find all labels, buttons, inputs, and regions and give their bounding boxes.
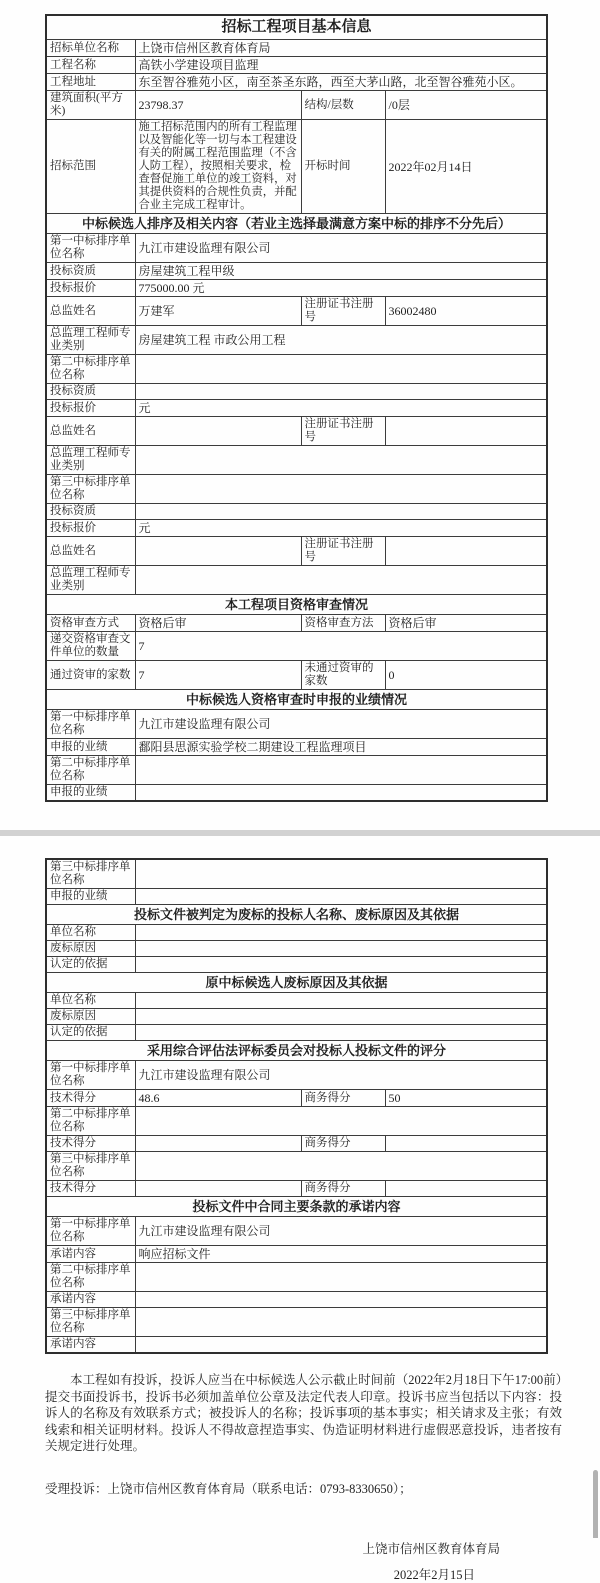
table-row (46, 889, 547, 905)
cell-label: 投标资质 (46, 263, 135, 280)
table-row (46, 615, 547, 632)
cell-label: 商务得分 (301, 1136, 385, 1152)
issue-date: 2022年2月15日 (393, 1567, 475, 1582)
cell-label: 结构/层数 (301, 91, 385, 120)
cell-label: 总监姓名 (46, 297, 135, 326)
table-row (46, 57, 547, 74)
cell-label: 认定的依据 (46, 1025, 135, 1041)
cell-label: 注册证书注册号 (301, 297, 385, 326)
cell-value: 九江市建设监理有限公司 (135, 1217, 547, 1246)
table-row (46, 400, 547, 417)
table-title: 招标工程项目基本信息 (46, 15, 547, 40)
cell-label: 第一中标排序单位名称 (46, 234, 135, 263)
cell-label: 总监理工程师专业类别 (46, 566, 135, 595)
cell-value (385, 417, 547, 446)
cell-value: 23798.37 (135, 91, 301, 120)
table-row (46, 1009, 547, 1025)
cell-value: 资格后审 (135, 615, 301, 632)
table-row (46, 120, 547, 214)
table-row (46, 40, 547, 57)
table-row (46, 74, 547, 91)
table-row (46, 710, 547, 739)
table-row (46, 214, 547, 234)
cell-label: 投标报价 (46, 520, 135, 537)
cell-value (135, 1107, 547, 1136)
table-row (46, 1337, 547, 1354)
cell-value (135, 475, 547, 504)
cell-label: 总监理工程师专业类别 (46, 326, 135, 355)
table-row (46, 1025, 547, 1041)
cell-value (135, 1009, 547, 1025)
cell-value (135, 859, 547, 889)
cell-label: 第三中标排序单位名称 (46, 475, 135, 504)
section-header: 采用综合评估法评标委员会对投标人投标文件的评分 (46, 1041, 547, 1061)
cell-label: 第一中标排序单位名称 (46, 1217, 135, 1246)
cell-value (135, 1292, 547, 1308)
section-header: 中标候选人资格审查时申报的业绩情况 (46, 690, 547, 710)
cell-value: 九江市建设监理有限公司 (135, 234, 547, 263)
cell-value (135, 1308, 547, 1337)
cell-label: 单位名称 (46, 925, 135, 941)
cell-label: 招标范围 (46, 120, 135, 214)
cell-label: 单位名称 (46, 993, 135, 1009)
cell-label: 递交资格审查文件单位的数量 (46, 632, 135, 661)
cell-label: 未通过资审的家数 (301, 661, 385, 690)
cell-value: 东至智谷雅苑小区，南至茶圣东路，西至大茅山路，北至智谷雅苑小区。 (135, 74, 547, 91)
table-row (46, 1107, 547, 1136)
table-row (46, 446, 547, 475)
cell-value (135, 1337, 547, 1354)
cell-value: /0层 (385, 91, 547, 120)
section-header: 原中标候选人废标原因及其依据 (46, 973, 547, 993)
table-row (46, 504, 547, 520)
signature-block (0, 1541, 600, 1583)
table-row (46, 1308, 547, 1337)
cell-label: 第二中标排序单位名称 (46, 756, 135, 785)
cell-label: 第三中标排序单位名称 (46, 859, 135, 889)
section-header: 中标候选人排序及相关内容（若业主选择最满意方案中标的排序不分先后） (46, 214, 547, 234)
cell-value (135, 889, 547, 905)
table-row (46, 661, 547, 690)
cell-value: 九江市建设监理有限公司 (135, 1061, 547, 1090)
table-row (46, 690, 547, 710)
cell-label: 投标报价 (46, 400, 135, 417)
cell-value (135, 537, 301, 566)
cell-value (135, 566, 547, 595)
cell-value (135, 504, 547, 520)
table-row (46, 925, 547, 941)
cell-label: 承诺内容 (46, 1337, 135, 1354)
cell-label: 技术得分 (46, 1090, 135, 1107)
cell-label: 资格审查方式 (46, 615, 135, 632)
table-row (46, 595, 547, 615)
cell-value: 7 (135, 661, 301, 690)
table-row (46, 739, 547, 756)
cell-value (135, 1136, 301, 1152)
cell-label: 商务得分 (301, 1181, 385, 1197)
table-row (46, 384, 547, 400)
cell-value: 48.6 (135, 1090, 301, 1107)
cell-label: 第二中标排序单位名称 (46, 1263, 135, 1292)
complaint-notice: 本工程如有投诉，投诉人应当在中标候选人公示截止时间前（2022年2月18日下午17:00前）提交书面投诉书，投诉书必须加盖单位公章及法定代表人印章。投诉书应当包括以下内容：投诉人的名称及有效联系方式；被投诉人的名称；投诉事项的基本事实；相关请求及主张；有效线索和相关证明材料。投诉人不得故意捏造事实、伪造证明材料进行虚假恶意投诉，违者按有关规定进行处理。 (45, 1373, 562, 1453)
table-row (46, 632, 547, 661)
cell-value: 775000.00 元 (135, 280, 547, 297)
cell-value: 元 (135, 400, 547, 417)
table-row (46, 234, 547, 263)
table-row (46, 973, 547, 993)
cell-label: 第二中标排序单位名称 (46, 355, 135, 384)
cell-value (385, 1136, 547, 1152)
cell-value (135, 756, 547, 785)
table-row (46, 1152, 547, 1181)
cell-label: 废标原因 (46, 1009, 135, 1025)
cell-value (135, 355, 547, 384)
section-header: 本工程项目资格审查情况 (46, 595, 547, 615)
cell-label: 总监姓名 (46, 417, 135, 446)
table-row (46, 1041, 547, 1061)
table-row (46, 1090, 547, 1107)
cell-value (135, 1181, 301, 1197)
table-row (46, 1181, 547, 1197)
table-row (46, 417, 547, 446)
cell-value (135, 1025, 547, 1041)
cell-label: 开标时间 (301, 120, 385, 214)
cell-value (135, 993, 547, 1009)
table-row (46, 957, 547, 973)
cell-value: 资格后审 (385, 615, 547, 632)
cell-value (385, 537, 547, 566)
cell-label: 总监姓名 (46, 537, 135, 566)
cell-label: 投标资质 (46, 384, 135, 400)
cell-label: 第三中标排序单位名称 (46, 1152, 135, 1181)
cell-label: 废标原因 (46, 941, 135, 957)
cell-value: 上饶市信州区教育体育局 (135, 40, 547, 57)
cell-label: 通过资审的家数 (46, 661, 135, 690)
table-row (46, 1197, 547, 1217)
table-row (46, 91, 547, 120)
table-row (46, 280, 547, 297)
cell-value (135, 446, 547, 475)
cell-label: 第二中标排序单位名称 (46, 1107, 135, 1136)
cell-label: 认定的依据 (46, 957, 135, 973)
cell-value (135, 957, 547, 973)
cell-label: 总监理工程师专业类别 (46, 446, 135, 475)
cell-value (135, 1152, 547, 1181)
table-row (46, 15, 547, 40)
table-row (46, 566, 547, 595)
table-row (46, 905, 547, 925)
table-row (46, 475, 547, 504)
cell-value: 0 (385, 661, 547, 690)
table-row (46, 1136, 547, 1152)
cell-value (135, 925, 547, 941)
cell-label: 注册证书注册号 (301, 417, 385, 446)
cell-label: 投标报价 (46, 280, 135, 297)
cell-value (135, 1263, 547, 1292)
cell-label: 注册证书注册号 (301, 537, 385, 566)
cell-value: 房屋建筑工程甲级 (135, 263, 547, 280)
scrollbar-thumb[interactable] (593, 1470, 598, 1538)
cell-label: 工程地址 (46, 74, 135, 91)
cell-label: 技术得分 (46, 1136, 135, 1152)
cell-value: 元 (135, 520, 547, 537)
table-row (46, 326, 547, 355)
cell-label: 申报的业绩 (46, 889, 135, 905)
cell-label: 承诺内容 (46, 1292, 135, 1308)
table-row (46, 859, 547, 889)
cell-label: 第一中标排序单位名称 (46, 710, 135, 739)
cell-label: 第一中标排序单位名称 (46, 1061, 135, 1090)
table-row (46, 1246, 547, 1263)
table-row (46, 941, 547, 957)
cell-label: 申报的业绩 (46, 785, 135, 802)
complaint-contact: 受理投诉：上饶市信州区教育体育局（联系电话：0793-8330650）； (45, 1481, 412, 1496)
table-row (46, 785, 547, 802)
evaluation-table (45, 858, 548, 1354)
cell-value (385, 1181, 547, 1197)
cell-label: 投标资质 (46, 504, 135, 520)
section-header: 投标文件被判定为废标的投标人名称、废标原因及其依据 (46, 905, 547, 925)
table-row (46, 756, 547, 785)
cell-label: 建筑面积(平方米) (46, 91, 135, 120)
cell-value: 施工招标范围内的所有工程监理以及智能化等一切与本工程建设有关的附属工程范围监理（不含人防工程），按照相关要求，检查督促施工单位的竣工资料，对其提供资料的合规性负责，并配合业主完成工程审计。 (135, 120, 301, 214)
issuer-name: 上饶市信州区教育体育局 (362, 1541, 500, 1556)
table-row (46, 993, 547, 1009)
table-row (46, 1217, 547, 1246)
cell-value (135, 384, 547, 400)
cell-value (135, 417, 301, 446)
cell-label: 商务得分 (301, 1090, 385, 1107)
cell-value: 响应招标文件 (135, 1246, 547, 1263)
cell-value: 2022年02月14日 (385, 120, 547, 214)
cell-value: 7 (135, 632, 547, 661)
cell-value: 万建军 (135, 297, 301, 326)
cell-value: 房屋建筑工程 市政公用工程 (135, 326, 547, 355)
cell-label: 技术得分 (46, 1181, 135, 1197)
table-row (46, 537, 547, 566)
cell-label: 工程名称 (46, 57, 135, 74)
table-row (46, 297, 547, 326)
table-row (46, 1263, 547, 1292)
cell-label: 招标单位名称 (46, 40, 135, 57)
cell-value: 鄱阳县思源实验学校二期建设工程监理项目 (135, 739, 547, 756)
cell-value (135, 941, 547, 957)
basic-info-table (45, 14, 548, 802)
cell-value: 50 (385, 1090, 547, 1107)
cell-value: 九江市建设监理有限公司 (135, 710, 547, 739)
table-row (46, 263, 547, 280)
cell-value: 高铁小学建设项目监理 (135, 57, 547, 74)
table-row (46, 1292, 547, 1308)
table-row (46, 520, 547, 537)
page-separator (0, 830, 600, 836)
cell-value: 36002480 (385, 297, 547, 326)
cell-value (135, 785, 547, 802)
table-row (46, 1061, 547, 1090)
table-row (46, 355, 547, 384)
cell-label: 资格审查方法 (301, 615, 385, 632)
cell-label: 申报的业绩 (46, 739, 135, 756)
cell-label: 承诺内容 (46, 1246, 135, 1263)
cell-label: 第三中标排序单位名称 (46, 1308, 135, 1337)
section-header: 投标文件中合同主要条款的承诺内容 (46, 1197, 547, 1217)
